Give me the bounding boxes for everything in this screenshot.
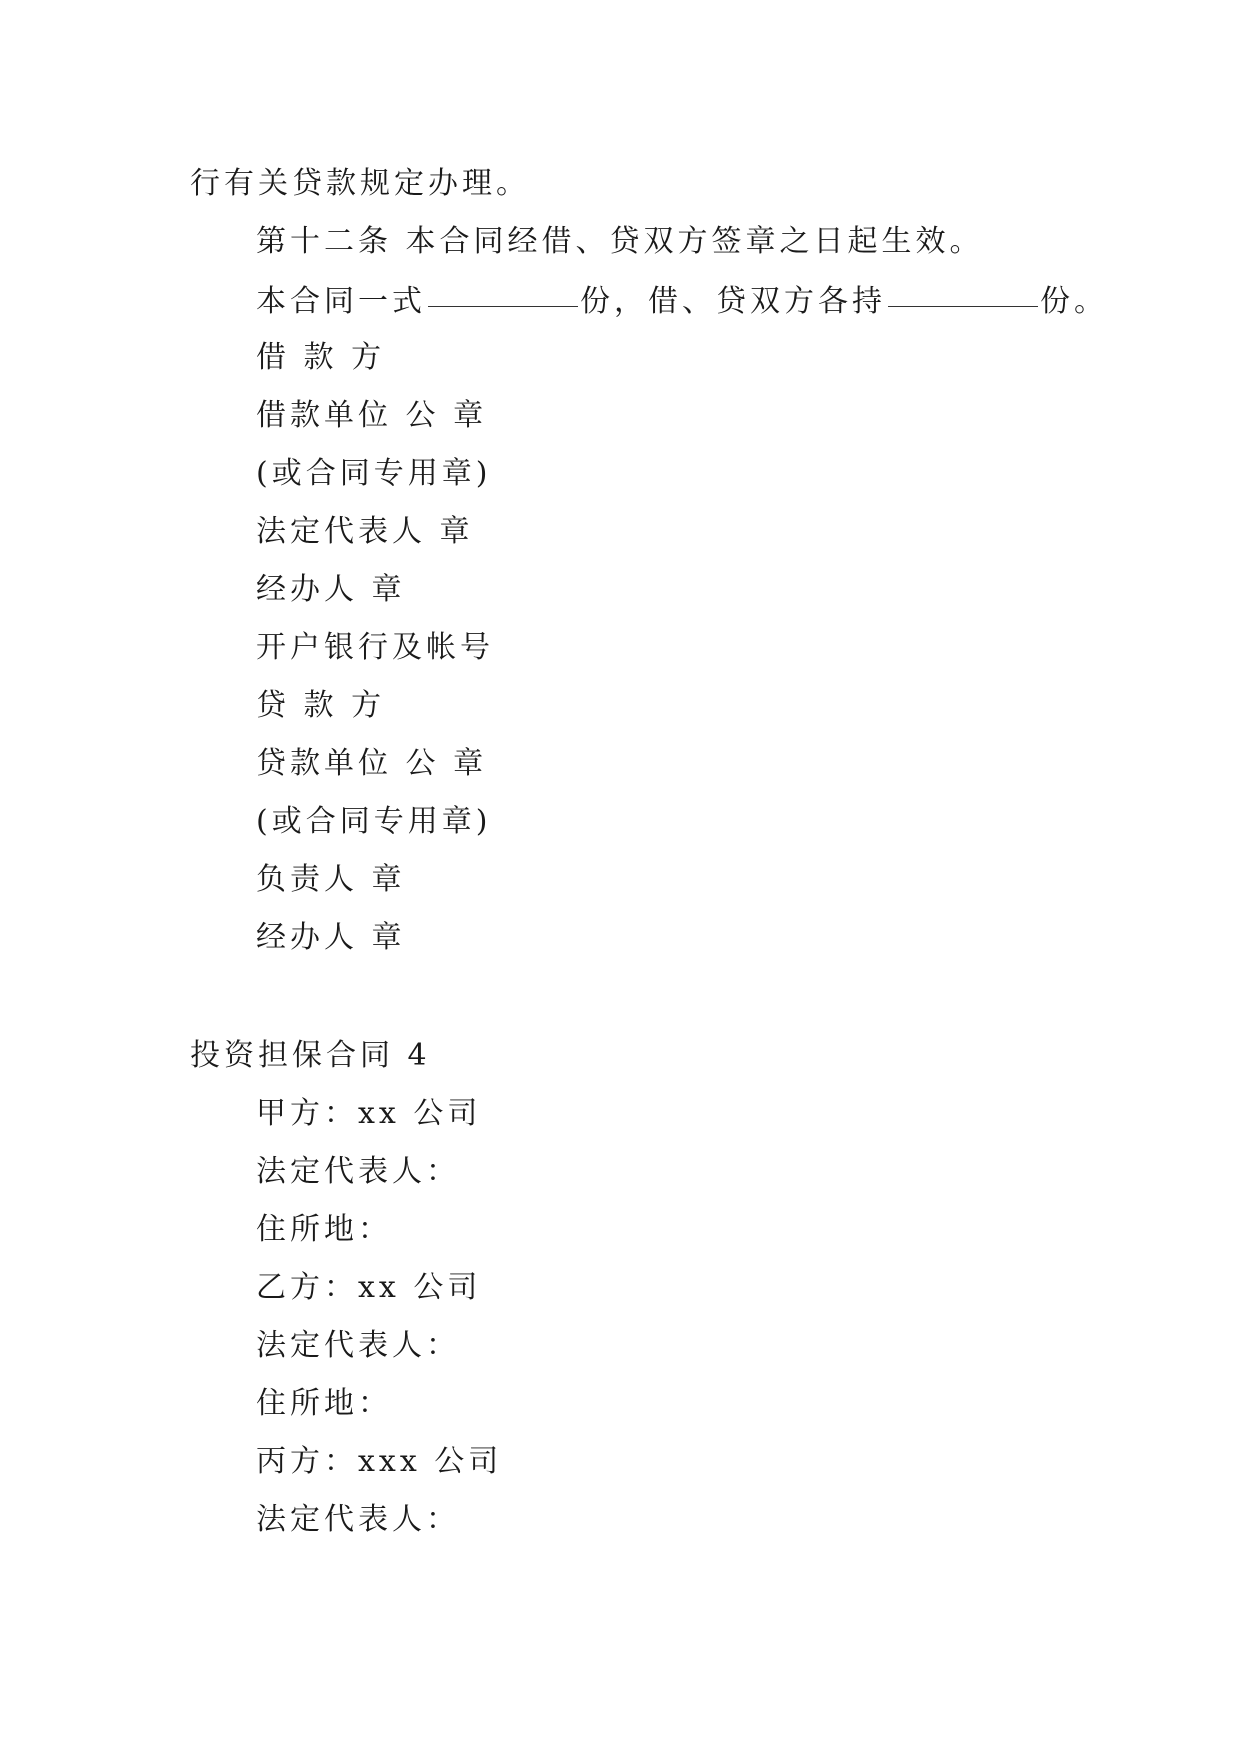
copies-text-3: 份。: [1040, 284, 1108, 319]
lender-responsible: 负责人 章: [256, 862, 406, 897]
contract4-title: 投资担保合同 4: [190, 1038, 431, 1073]
article-12: 第十二条 本合同经借、贷双方签章之日起生效。: [256, 224, 984, 259]
copies-each-blank: [888, 276, 1038, 307]
party-a: 甲方：xx 公司: [256, 1096, 482, 1131]
party-a-address: 住所地：: [256, 1212, 392, 1247]
copies-text-2: 份，借、贷双方各持: [580, 284, 886, 319]
party-a-legal-rep: 法定代表人：: [256, 1154, 460, 1189]
copies-total-blank: [428, 276, 578, 307]
borrower-bank-account: 开户银行及帐号: [256, 630, 494, 665]
borrower-unit-seal: 借款单位 公 章: [256, 398, 488, 433]
borrower-handler: 经办人 章: [256, 572, 406, 607]
party-b-address: 住所地：: [256, 1386, 392, 1421]
lender-contract-seal: (或合同专用章): [256, 804, 492, 839]
borrower-legal-rep: 法定代表人 章: [256, 514, 474, 549]
party-b-legal-rep: 法定代表人：: [256, 1328, 460, 1363]
party-c-legal-rep: 法定代表人：: [256, 1502, 460, 1537]
lender-heading: 贷 款 方: [256, 688, 386, 723]
party-c: 丙方：xxx 公司: [256, 1444, 503, 1479]
party-b: 乙方：xx 公司: [256, 1270, 482, 1305]
copies-text-1: 本合同一式: [256, 284, 426, 319]
text-line-continuation: 行有关贷款规定办理。: [190, 166, 530, 201]
borrower-contract-seal: (或合同专用章): [256, 456, 492, 491]
lender-handler: 经办人 章: [256, 920, 406, 955]
lender-unit-seal: 贷款单位 公 章: [256, 746, 488, 781]
borrower-heading: 借 款 方: [256, 340, 386, 375]
copies-line: [256, 280, 1108, 322]
